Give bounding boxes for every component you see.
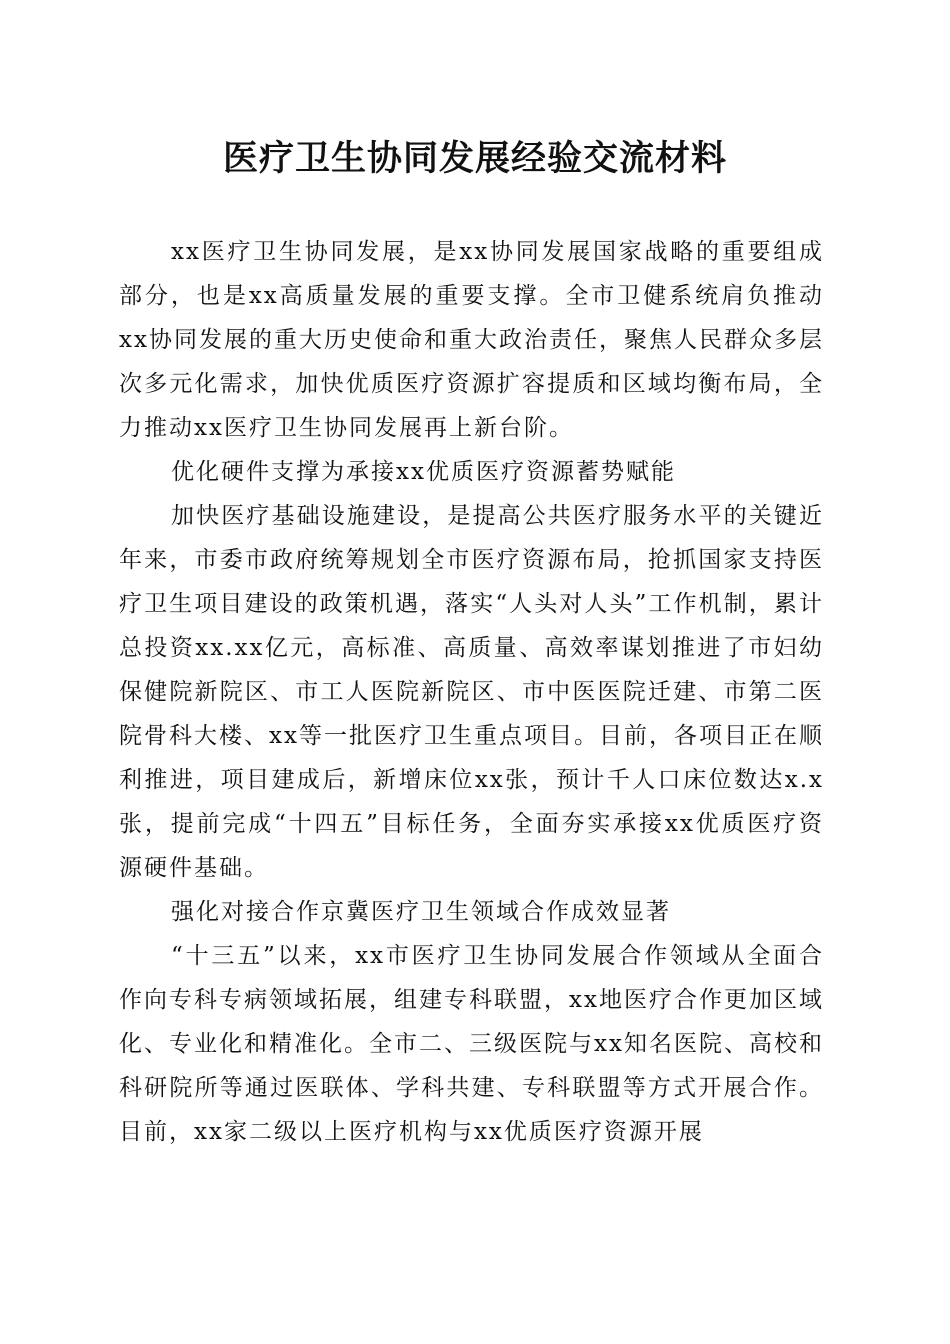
document-body bbox=[119, 230, 824, 1154]
document-title: 医疗卫生协同发展经验交流材料 bbox=[222, 138, 727, 179]
paragraph-cooperation: “十三五”以来，xx市医疗卫生协同发展合作领域从全面合作向专科专病领域拓展，组建专科联盟，xx地医疗合作更加区域化、专业化和精准化。全市二、三级医院与xx知名医院、高校和科研院所等通过医联体、学科共建、专科联盟等方式开展合作。目前，xx家二级以上医疗机构与xx优质医疗资源开展 bbox=[119, 943, 824, 1145]
paragraph-intro: xx医疗卫生协同发展，是xx协同发展国家战略的重要组成部分，也是xx高质量发展的重要支撑。全市卫健系统肩负推动xx协同发展的重大历史使命和重大政治责任，聚焦人民群众多层次多元化需求，加快优质医疗资源扩容提质和区域均衡布局，全力推动xx医疗卫生协同发展再上新台阶。 bbox=[119, 239, 824, 441]
section-heading-cooperation: 强化对接合作京冀医疗卫生领域合作成效显著 bbox=[171, 899, 671, 925]
paragraph-hardware: 加快医疗基础设施建设，是提高公共医疗服务水平的关键近年来，市委市政府统筹规划全市医疗资源布局，抢抓国家支持医疗卫生项目建设的政策机遇，落实“人头对人头”工作机制，累计总投资xx.xx亿元，高标准、高质量、高效率谋划推进了市妇幼保健院新院区、市工人医院新院区、市中医医院迁建、市第二医院骨科大楼、xx等一批医疗卫生重点项目。目前，各项目正在顺利推进，项目建成后，新增床位xx张，预计千人口床位数达x.x张，提前完成“十四五”目标任务，全面夯实承接xx优质医疗资源硬件基础。 bbox=[119, 503, 824, 881]
section-heading-hardware: 优化硬件支撑为承接xx优质医疗资源蓄势赋能 bbox=[171, 459, 676, 485]
